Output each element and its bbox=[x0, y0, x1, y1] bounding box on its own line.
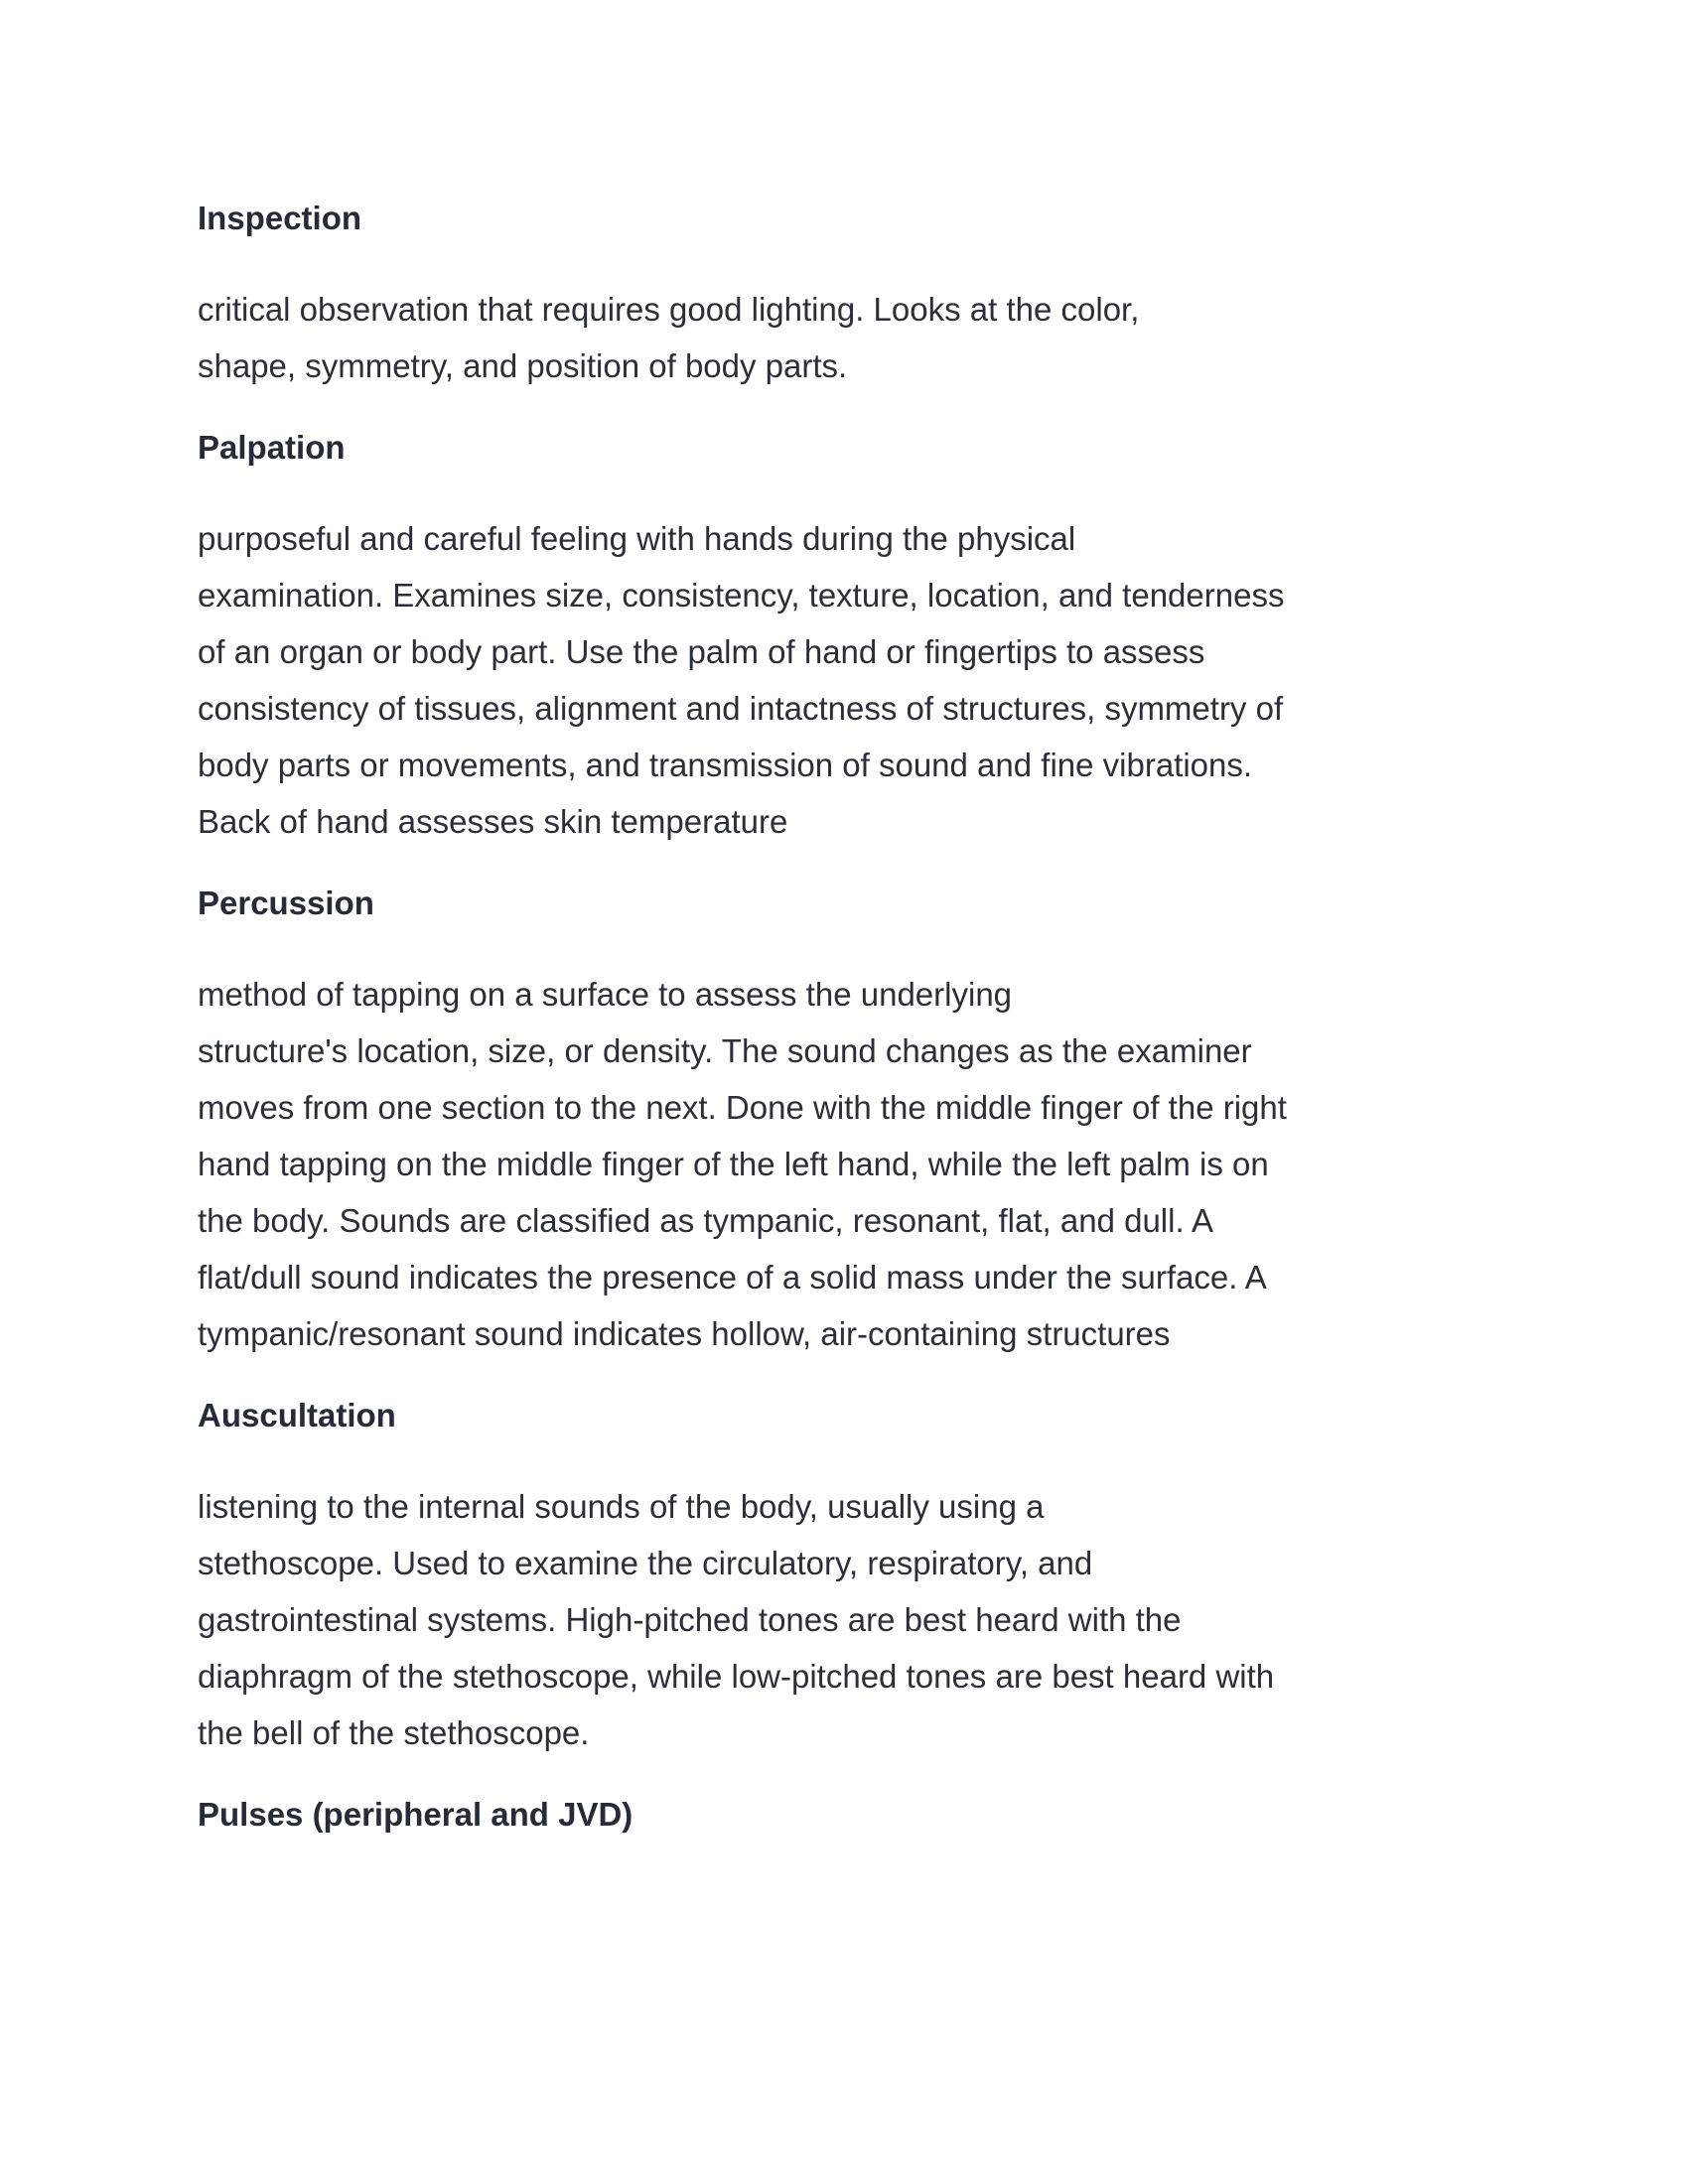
definition-line: stethoscope. Used to examine the circulatory, respiratory, and bbox=[198, 1545, 1093, 1581]
section-palpation bbox=[198, 424, 1330, 880]
section-auscultation bbox=[198, 1392, 1330, 1791]
definition-line: hand tapping on the middle finger of the left hand, while the left palm is on bbox=[198, 1146, 1269, 1182]
definition-line: consistency of tissues, alignment and intactness of structures, symmetry of bbox=[198, 690, 1284, 727]
definition-line: purposeful and careful feeling with hands during the physical bbox=[198, 520, 1076, 557]
term-heading: Percussion bbox=[198, 885, 374, 921]
definition-line: critical observation that requires good lighting. Looks at the color, bbox=[198, 291, 1140, 328]
definition-line: gastrointestinal systems. High-pitched tones are best heard with the bbox=[198, 1601, 1182, 1638]
document-page bbox=[198, 195, 1330, 1839]
definition-line: shape, symmetry, and position of body parts. bbox=[198, 347, 848, 384]
definition-line: body parts or movements, and transmission of sound and fine vibrations. bbox=[198, 747, 1253, 783]
definition-line: the bell of the stethoscope. bbox=[198, 1714, 590, 1751]
term-heading: Palpation bbox=[198, 429, 346, 466]
definition-line: structure's location, size, or density. The sound changes as the examiner bbox=[198, 1032, 1252, 1069]
definition-line: tympanic/resonant sound indicates hollow, air-containing structures bbox=[198, 1315, 1171, 1352]
section-percussion bbox=[198, 880, 1330, 1392]
definition-line: diaphragm of the stethoscope, while low-pitched tones are best heard with bbox=[198, 1658, 1275, 1695]
definition-line: of an organ or body part. Use the palm of hand or fingertips to assess bbox=[198, 633, 1205, 670]
definition-line: method of tapping on a surface to assess the underlying bbox=[198, 976, 1013, 1013]
term-heading: Pulses (peripheral and JVD) bbox=[198, 1796, 633, 1833]
definition-line: listening to the internal sounds of the body, usually using a bbox=[198, 1488, 1045, 1525]
definition-text bbox=[198, 510, 1330, 850]
definition-line: moves from one section to the next. Done with the middle finger of the right bbox=[198, 1089, 1287, 1126]
definition-line: flat/dull sound indicates the presence of a solid mass under the surface. A bbox=[198, 1259, 1267, 1296]
definition-line: examination. Examines size, consistency, texture, location, and tenderness bbox=[198, 577, 1285, 614]
section-inspection bbox=[198, 195, 1330, 424]
term-heading: Auscultation bbox=[198, 1397, 396, 1433]
definition-text bbox=[198, 1478, 1330, 1761]
definition-text bbox=[198, 281, 1330, 394]
term-heading: Inspection bbox=[198, 200, 362, 236]
definition-line: the body. Sounds are classified as tympanic, resonant, flat, and dull. A bbox=[198, 1202, 1213, 1239]
section-pulses bbox=[198, 1791, 1330, 1839]
definition-text bbox=[198, 966, 1330, 1362]
definition-line: Back of hand assesses skin temperature bbox=[198, 803, 788, 840]
